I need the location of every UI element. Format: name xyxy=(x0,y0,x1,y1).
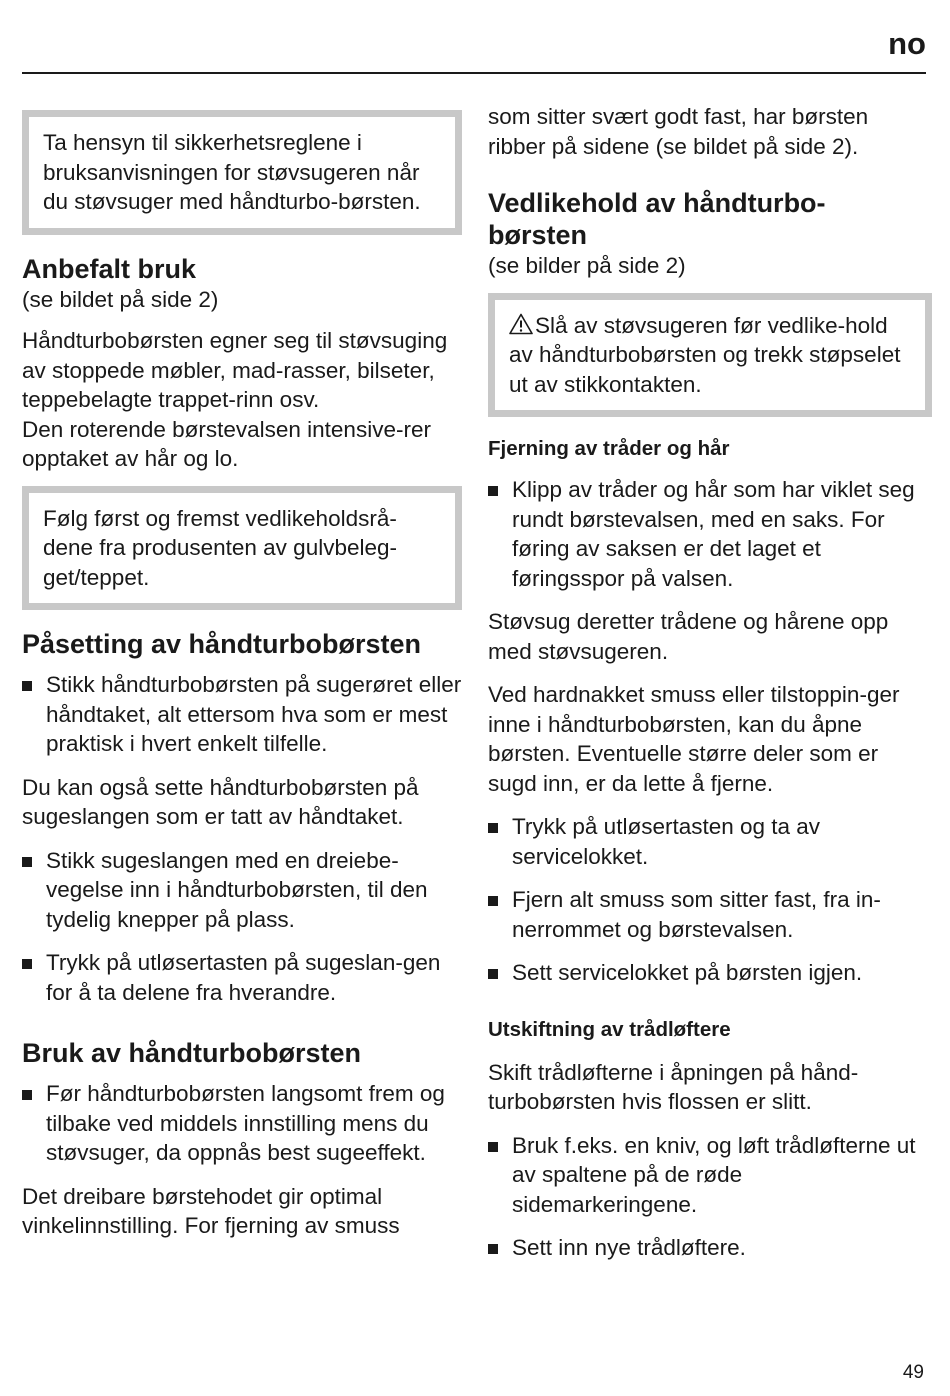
safety-note-text: Ta hensyn til sikkerhetsreglene i bruksanvisningen for støvsugeren når du støvsuger med håndturbo-børsten. xyxy=(43,130,421,214)
section-title-using: Bruk av håndturbobørsten xyxy=(22,1038,362,1068)
safety-note-box xyxy=(22,110,462,235)
paragraph: Skift trådløfterne i åpningen på hånd-turbobørsten hvis flossen er slitt. xyxy=(488,1059,859,1114)
list-item: Bruk f.eks. en kniv, og løft trådløfterne ut av spaltene på de røde sidemarkeringene. xyxy=(488,1131,928,1220)
paragraph: som sitter svært godt fast, har børsten ribber på sidene (se bildet på side 2). xyxy=(488,104,869,159)
list-item: Sett inn nye trådløftere. xyxy=(488,1233,928,1263)
removing-list-2 xyxy=(488,812,928,988)
replacing-list xyxy=(488,1131,928,1263)
section-subtitle: (se bildet på side 2) xyxy=(22,286,219,312)
section-title-recommended-use: Anbefalt bruk xyxy=(22,253,197,284)
paragraph: Det dreibare børstehodet gir optimal vinkelinnstilling. For fjerning av smuss xyxy=(22,1183,400,1238)
list-item: Før håndturbobørsten langsomt frem og tilbake ved middels innstilling mens du støvsuger, da oppnås best sugeeffekt. xyxy=(22,1079,462,1168)
warning-box xyxy=(488,293,932,418)
header-rule xyxy=(22,72,926,74)
manufacturer-note-text: Følg først og fremst vedlikeholdsrå-dene fra produsenten av gulvbeleg-get/teppet. xyxy=(43,505,398,590)
list-item: Sett servicelokket på børsten igjen. xyxy=(488,958,928,988)
warning-text-body: Slå av støvsugeren før vedlike-hold av håndturbobørsten og trekk støpselet ut av stikkontakten. xyxy=(509,312,901,397)
list-item: Stikk sugeslangen med en dreiebe-vegelse inn i håndturbobørsten, til den tydelig knepper på plass. xyxy=(22,846,462,935)
list-item: Stikk håndturbobørsten på sugerøret eller håndtaket, alt ettersom hva som er mest praktisk i hvert enkelt tilfelle. xyxy=(22,670,462,759)
paragraph: Håndturbobørsten egner seg til støvsuging av stoppede møbler, mad-rasser, bilseter, teppebelagte trappet-rinn osv. xyxy=(22,328,448,412)
section-title-maintenance: Vedlikehold av håndturbo-børsten xyxy=(488,188,826,250)
section-title-attaching: Påsetting av håndturbobørsten xyxy=(22,629,422,659)
list-item: Trykk på utløsertasten og ta av servicelokket. xyxy=(488,812,928,871)
paragraph: Ved hardnakket smuss eller tilstoppin-ger inne i håndturbobørsten, kan du åpne børsten. Eventuelle større deler som er sugd inn, er da lette å fjerne. xyxy=(488,682,900,796)
subsection-title-replacing-thread-lifters: Utskiftning av trådløftere xyxy=(488,1017,731,1041)
paragraph: Støvsug deretter trådene og hårene opp med støvsugeren. xyxy=(488,609,889,664)
attaching-list xyxy=(22,670,462,759)
using-list xyxy=(22,1079,462,1168)
removing-list xyxy=(488,475,928,593)
manufacturer-note-box xyxy=(22,486,462,611)
list-item: Fjern alt smuss som sitter fast, fra in-nerrommet og børstevalsen. xyxy=(488,885,928,944)
left-column xyxy=(22,102,462,1241)
paragraph: Den roterende børstevalsen intensive-rer opptaket av hår og lo. xyxy=(22,416,431,471)
section-subtitle: (se bilder på side 2) xyxy=(488,253,686,278)
warning-text xyxy=(509,311,907,400)
page-number: 49 xyxy=(902,1362,924,1383)
warning-triangle-icon xyxy=(509,313,533,335)
subsection-title-removing-threads: Fjerning av tråder og hår xyxy=(488,437,730,460)
paragraph: Du kan også sette håndturbobørsten på sugeslangen som er tatt av håndtaket. xyxy=(22,774,419,829)
right-column xyxy=(488,102,928,1263)
list-item: Klipp av tråder og hår som har viklet seg rundt børstevalsen, med en saks. For føring av saksen er det laget et føringsspor på valsen. xyxy=(488,475,928,593)
attaching-list-2 xyxy=(22,846,462,1008)
language-code: no xyxy=(888,26,926,61)
list-item: Trykk på utløsertasten på sugeslan-gen for å ta delene fra hverandre. xyxy=(22,948,462,1007)
